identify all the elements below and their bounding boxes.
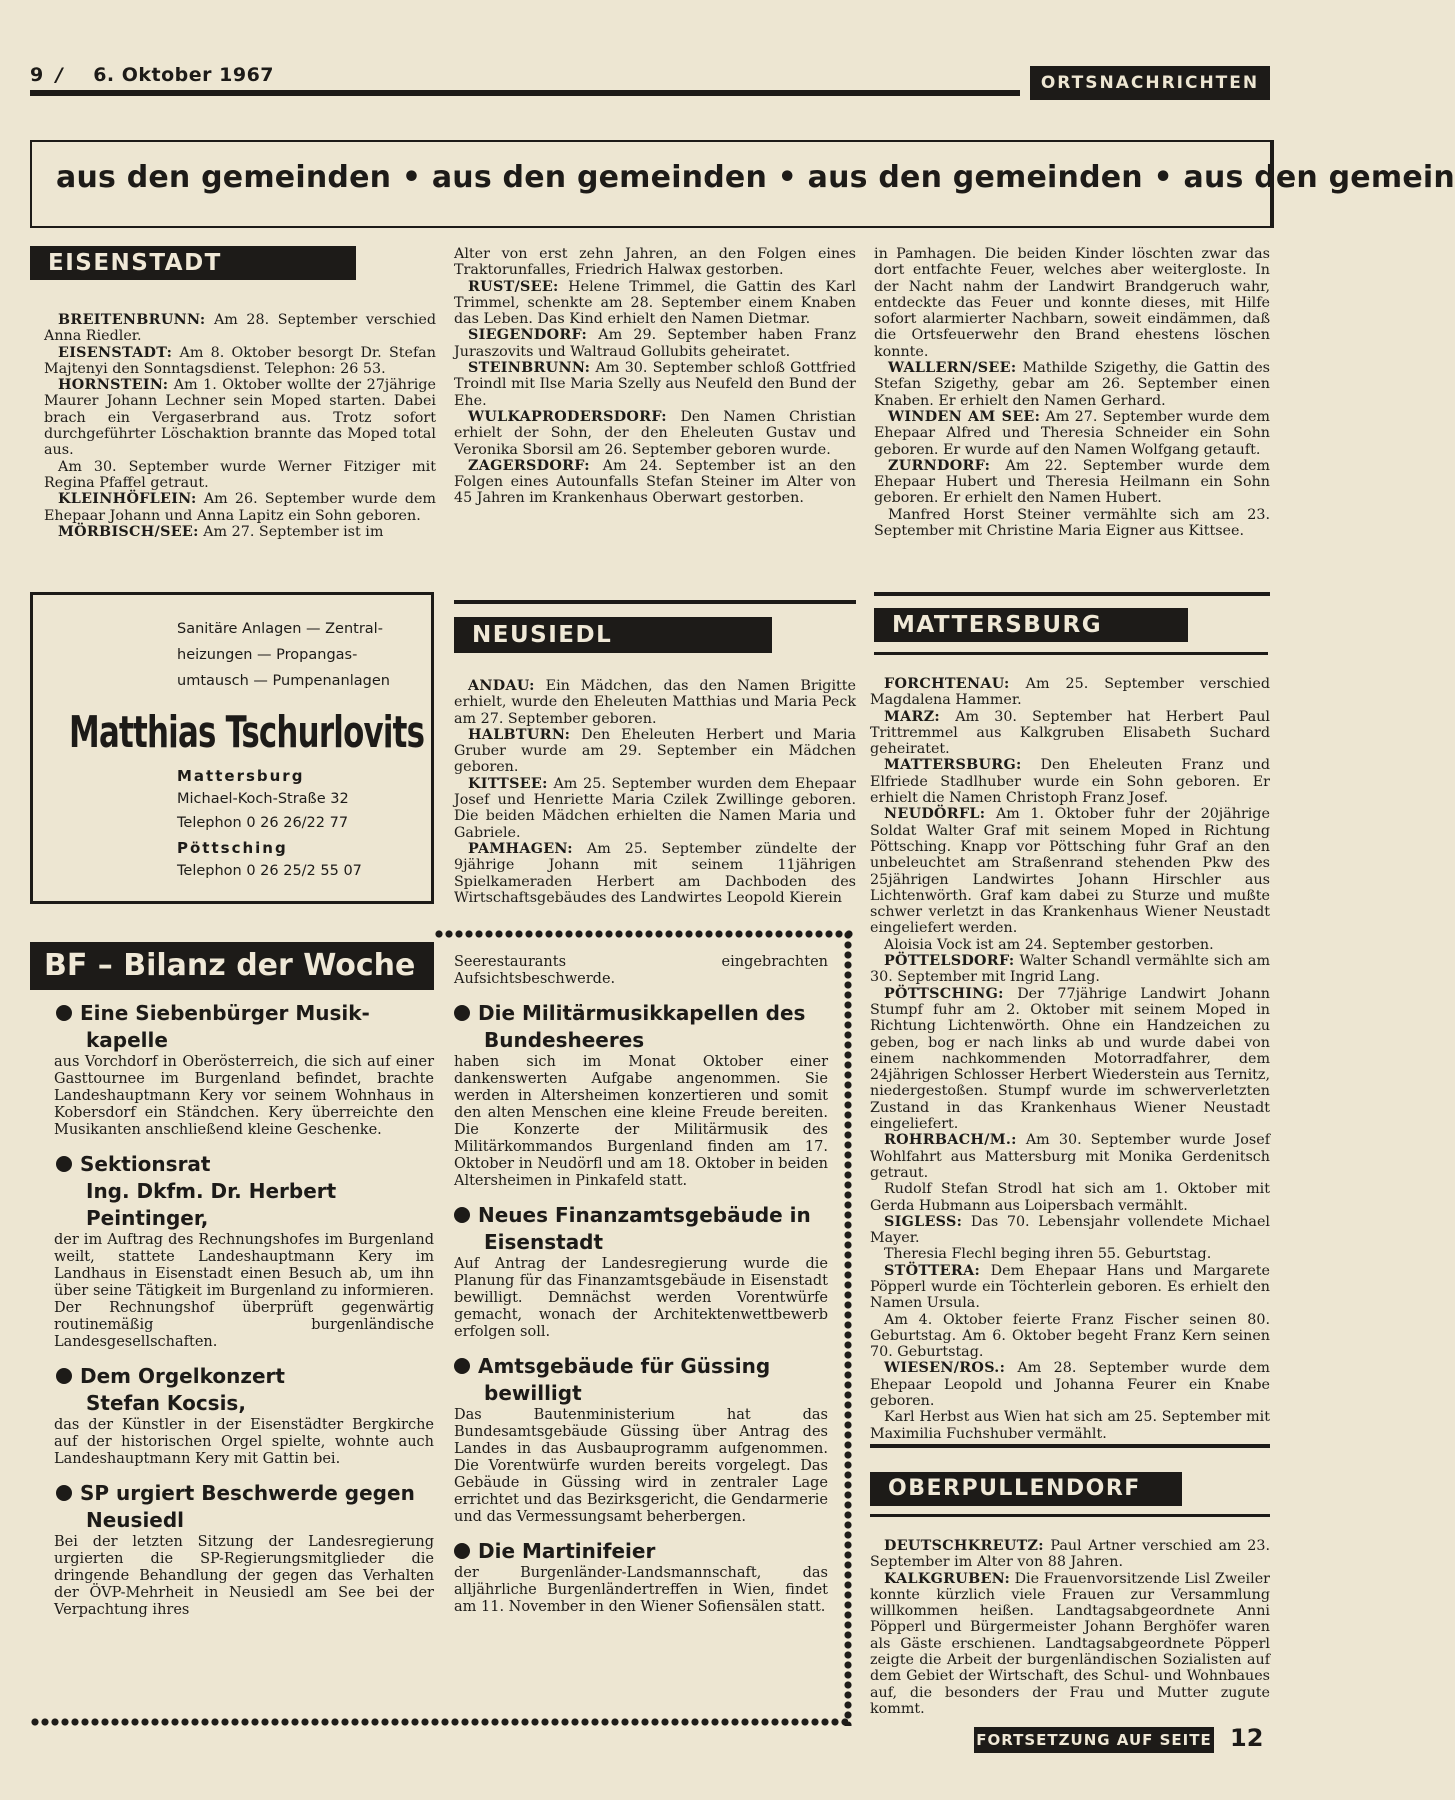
bf-heading-line: Sektionsrat <box>80 1152 211 1176</box>
news-item-place: STÖTTERA: <box>884 1262 981 1279</box>
news-item-place: DEUTSCHKREUTZ: <box>884 1538 1044 1554</box>
bf-item-text: das der Künstler in der Eisenstädter Bergkirche auf der historischen Orgel spielte, wohnte auch Landeshauptmann Kery mit Gattin bei. <box>54 1417 434 1467</box>
banner-text: aus den gemeinden • aus den gemeinden • aus den gemeinden • aus den gemein <box>56 160 1455 195</box>
bf-item-text: der Burgenländer-Landsmannschaft, das alljährliche Burgenländertreffen in Wien, findet am 11. November in den Wiener Sofiensälen statt. <box>454 1565 828 1615</box>
right-top-column <box>874 246 1270 539</box>
ad-line: Sanitäre Anlagen — Zentral- <box>177 621 383 637</box>
news-item-place: PÖTTSCHING: <box>884 985 1004 1002</box>
news-item <box>454 678 856 727</box>
bf-heading-line: Die Martinifeier <box>478 1539 656 1563</box>
section-heading-mattersburg: MATTERSBURG <box>874 608 1188 642</box>
news-item-place: BREITENBRUNN: <box>58 312 206 328</box>
page-header <box>30 64 274 86</box>
news-item <box>870 986 1270 1133</box>
news-item-text: Die Frauenvorsitzende Lisl Zweiler konnte kürzlich viele Frauen zur Versammlung willkommen heißen. Landtagsabgeordnete Anni Pöpperl und Bürgermeister Johann Berghöfer waren als Gäste erschienen. Landtagsabgeordnete Pöpperl zeigte die Arbeit der burgenländischen Sozialisten auf dem Gebiet der Wirtschaft, des Schul- und Wohnbaues auf, die besonders der Frau und Mutter zugute kommt. <box>870 1570 1270 1717</box>
dotted-border-bottom <box>30 1718 848 1726</box>
divider <box>870 1444 1270 1448</box>
news-item <box>870 1360 1270 1409</box>
eisenstadt-column <box>44 312 436 540</box>
bullet-icon <box>454 1543 470 1559</box>
bf-continued-text: Seerestaurants eingebrachten Aufsichtsbeschwerde. <box>454 954 828 987</box>
bf-right-column <box>454 954 828 1616</box>
news-item-place: PAMHAGEN: <box>468 840 573 857</box>
news-item-place: ZURNDORF: <box>888 457 991 474</box>
bf-heading-line: Eine Siebenbürger Musik- <box>80 1001 370 1025</box>
bf-title: BF – Bilanz der Woche <box>30 942 434 990</box>
news-item-place: HALBTURN: <box>468 726 571 743</box>
dotted-border-right <box>844 930 852 1726</box>
news-item <box>870 953 1270 986</box>
news-item-text: Karl Herbst aus Wien hat sich am 25. September mit Maximilia Fuchshuber vermählt. <box>870 1409 1270 1442</box>
news-item <box>870 1571 1270 1718</box>
news-item-text: Am 22. September wurde dem Ehepaar Hubert und Theresia Heilmann ein Sohn geboren. Er erhielt den Namen Hubert. <box>874 457 1270 507</box>
news-item-place: EISENSTADT: <box>58 344 173 361</box>
news-item-place: ANDAU: <box>468 678 535 694</box>
bf-heading-line: Peintinger, <box>86 1206 209 1230</box>
bf-item <box>56 1363 434 1468</box>
news-item-place: WIESEN/ROS.: <box>884 1360 1006 1377</box>
news-item-text: Am 25. September zündelte der 9jährige Johann mit seinem 11jährigen Spielkameraden Herbert am Dachboden des Wirtschaftsgebäudes des Landwirtes Leopold Kierein <box>454 840 856 906</box>
dotted-border-top <box>434 930 854 938</box>
bf-item <box>56 1480 434 1619</box>
news-item <box>454 327 856 360</box>
news-item-place: SIEGENDORF: <box>468 327 588 344</box>
continued-notice: FORTSETZUNG AUF SEITE <box>974 1727 1214 1753</box>
ad-company-name: Matthias Tschurlovits <box>69 707 425 758</box>
middle-column <box>454 246 856 507</box>
news-item-text: Ein Mädchen, das den Namen Brigitte erhielt, wurde den Eheleuten Matthias und Maria Peck am 27. September geboren. <box>454 678 856 727</box>
bullet-icon <box>56 1485 72 1501</box>
bf-item <box>56 1000 434 1139</box>
ad-phone: Telephon 0 26 26/22 77 <box>177 815 349 831</box>
news-item-place: MATTERSBURG: <box>884 757 1022 774</box>
ad-town: Mattersburg <box>177 767 305 785</box>
news-item-place: FORCHTENAU: <box>884 676 1010 692</box>
news-item <box>44 377 436 458</box>
bullet-icon <box>454 1005 470 1021</box>
bf-heading-line: Neues Finanzamtsgebäude in <box>478 1203 811 1227</box>
news-item-text: Den Eheleuten Franz und Elfriede Stadlhuber wurde ein Sohn geboren. Er erhielt die Namen Christoph Franz Josef. <box>870 757 1270 807</box>
news-item <box>870 1246 1270 1262</box>
news-item-place: ROHRBACH/M.: <box>884 1132 1017 1149</box>
news-item-place: MÖRBISCH/SEE: <box>58 523 199 540</box>
news-item-text: Am 30. September wurde Werner Fitziger mit Regina Pfaffel getraut. <box>44 458 436 491</box>
bf-item-text: haben sich im Monat Oktober einer dankenswerten Aufgabe angenommen. Sie werden in Altersheimen konzertieren und somit den alten Menschen eine kleine Freude bereiten. Die Konzerte der Militärmusik des Militärkommandos Burgenland finden am 17. Oktober in Neudörfl und am 18. Oktober in beiden Altersheimen in Pinkafeld statt. <box>454 1054 828 1189</box>
news-item-text: Paul Artner verschied am 23. September im Alter von 88 Jahren. <box>870 1538 1270 1571</box>
news-item <box>454 841 856 906</box>
news-item-text: Das 70. Lebensjahr vollendete Michael Mayer. <box>870 1213 1270 1247</box>
bullet-icon <box>454 1358 470 1374</box>
bf-heading-line: Bundesheeres <box>484 1028 645 1052</box>
bf-heading-line: Eisenstadt <box>484 1230 604 1254</box>
news-item-text: Am 25. September wurden dem Ehepaar Josef und Henriette Maria Czilek Zwillinge geboren. Die beiden Mädchen erhielten die Namen Maria und Gabriele. <box>454 775 856 841</box>
news-item-text: Am 28. September wurde dem Ehepaar Leopold und Johanna Feurer ein Knabe geboren. <box>870 1360 1270 1410</box>
news-item <box>454 776 856 841</box>
neusiedl-column <box>454 678 856 906</box>
news-item-text: Am 8. Oktober besorgt Dr. Stefan Majtenyi den Sonntagsdienst. Telephon: 26 53. <box>44 344 436 377</box>
news-item <box>874 246 1270 360</box>
news-item-place: MARZ: <box>884 708 941 725</box>
bf-item-heading <box>454 1538 828 1565</box>
bf-item-heading <box>56 1151 434 1178</box>
ad-line: heizungen — Propangas- <box>177 647 358 663</box>
bf-heading-line: Stefan Kocsis, <box>86 1391 246 1415</box>
bullet-icon <box>56 1156 72 1172</box>
divider <box>874 652 1268 655</box>
bf-item-text: aus Vorchdorf in Oberösterreich, die sich auf einer Gasttournee im Burgenland befindet, brachte Landeshauptmann Kery vor seinem Wohnhaus in Kobersdorf ein Ständchen. Kery überreichte den Musikanten anschließend kleine Geschenke. <box>54 1054 434 1138</box>
news-item <box>870 1263 1270 1312</box>
news-item-text: Aloisia Vock ist am 24. September gestorben. <box>884 936 1214 953</box>
bf-heading-line: bewilligt <box>484 1381 582 1405</box>
section-tag: ORTSNACHRICHTEN <box>1030 66 1270 100</box>
bf-heading-line: SP urgiert Beschwerde gegen <box>80 1481 415 1505</box>
bf-item-heading <box>454 1000 828 1027</box>
bullet-icon <box>56 1005 72 1021</box>
news-item <box>870 1538 1270 1571</box>
news-item-place: SIGLESS: <box>884 1213 963 1230</box>
section-heading-eisenstadt: EISENSTADT <box>30 246 356 280</box>
divider <box>454 600 856 604</box>
news-item-place: KLEINHÖFLEIN: <box>58 491 197 508</box>
news-item <box>870 1312 1270 1361</box>
news-item-text: Den Eheleuten Herbert und Maria Gruber wurde am 29. September ein Mädchen geboren. <box>454 726 856 776</box>
bf-heading-line: Ing. Dkfm. Dr. Herbert <box>86 1179 337 1203</box>
news-item-place: KITTSEE: <box>468 775 548 792</box>
news-item <box>44 491 436 524</box>
news-item-place: NEUDÖRFL: <box>884 806 986 823</box>
bf-heading-line: kapelle <box>86 1028 168 1052</box>
news-item-text: Am 29. September haben Franz Juraszovits und Waltraud Gollubits geheiratet. <box>454 327 856 360</box>
news-item <box>454 246 856 279</box>
news-item-text: Am 26. September wurde dem Ehepaar Johann und Anna Lapitz ein Sohn geboren. <box>44 491 436 524</box>
advertisement <box>30 592 434 904</box>
news-item <box>454 458 856 507</box>
news-item <box>874 409 1270 458</box>
news-item-place: PÖTTELSDORF: <box>884 953 1015 970</box>
news-item-text: Walter Schandl vermählte sich am 30. September mit Ingrid Lang. <box>870 953 1270 986</box>
header-slash: / <box>55 64 64 86</box>
banner <box>30 140 1455 228</box>
bf-heading-line: Dem Orgelkonzert <box>80 1364 285 1388</box>
news-item <box>870 709 1270 758</box>
bf-item-heading <box>56 1363 434 1390</box>
news-item <box>44 312 436 345</box>
news-item <box>870 937 1270 953</box>
news-item <box>870 676 1270 709</box>
news-item <box>454 409 856 458</box>
bf-item-text: Das Bautenministerium hat das Bundesamtsgebäude Güssing über Antrag des Landes in das Ausbauprogramm aufgenommen. Die Vorentwürfe wurden bereits vorgelegt. Das Gebäude in Güssing wird in zentraler Lage errichtet und das Bezirksgericht, die Gendarmerie und das Vermessungsamt beherbergen. <box>454 1407 828 1525</box>
bullet-icon <box>454 1207 470 1223</box>
bf-item-heading <box>454 1202 828 1229</box>
oberpullendorf-column <box>870 1538 1270 1717</box>
news-item-place: WINDEN AM SEE: <box>888 408 1041 425</box>
news-item-text: Am 4. Oktober feierte Franz Fischer seinen 80. Geburtstag. Am 6. Oktober begeht Franz Kern seinen 70. Geburtstag. <box>870 1311 1270 1361</box>
news-item <box>874 360 1270 409</box>
news-item <box>870 1409 1270 1442</box>
continued-page-number: 12 <box>1230 1724 1264 1752</box>
bf-item-heading <box>454 1353 828 1380</box>
news-item-place: ZAGERSDORF: <box>468 457 590 474</box>
bf-item <box>454 1000 828 1190</box>
news-item-place: WALLERN/SEE: <box>888 360 1017 377</box>
news-item-text: Am 1. Oktober fuhr der 20jährige Soldat Walter Graf mit seinem Moped in Richtung Pöttsching. Knapp vor Pöttsching fuhr Graf an den unbeleuchtet am Straßenrand stehenden Pkw des 25jährigen Landwirtes Johann Hirschler aus Lichtenwörth. Graf kam dabei zu Sturze und mußte schwer verletzt in das Krankenhaus Wiener Neustadt eingeliefert werden. <box>870 806 1270 937</box>
news-item <box>874 507 1270 540</box>
news-item-text: Helene Trimmel, die Gattin des Karl Trimmel, schenkte am 28. September einem Knaben das Leben. Das Kind erhielt den Namen Dietmar. <box>454 278 856 328</box>
news-item-place: STEINBRUNN: <box>468 360 591 377</box>
bf-item <box>454 1202 828 1341</box>
news-item <box>870 806 1270 936</box>
news-item-text: Mathilde Szigethy, die Gattin des Stefan Szigethy, gebar am 26. September einen Knaben. Er erhielt den Namen Gerhard. <box>874 360 1270 409</box>
bf-heading-line: Neusiedl <box>86 1508 185 1532</box>
news-item-text: Manfred Horst Steiner vermählte sich am 23. September mit Christine Maria Eigner aus Kittsee. <box>874 506 1270 540</box>
bf-item-heading <box>56 1480 434 1507</box>
ad-phone: Telephon 0 26 25/2 55 07 <box>177 863 362 879</box>
bf-item-heading <box>56 1000 434 1027</box>
news-item-text: Am 27. September wurde dem Ehepaar Alfred und Theresia Schneider ein Sohn geboren. Er wurde auf den Namen Wolfgang getauft. <box>874 408 1270 458</box>
bf-item <box>454 1353 828 1526</box>
news-item-text: Dem Ehepaar Hans und Margarete Pöpperl wurde ein Töchterlein geboren. Es erhielt den Namen Ursula. <box>870 1262 1270 1312</box>
news-item-text: Am 30. September schloß Gottfried Troindl mit Ilse Maria Szelly aus Neufeld den Bund der Ehe. <box>454 360 856 409</box>
news-item <box>44 345 436 378</box>
news-item-text: Theresia Flechl beging ihren 55. Geburtstag. <box>884 1246 1212 1263</box>
news-item <box>870 1181 1270 1214</box>
news-item-text: Am 24. September ist an den Folgen eines Autounfalls Stefan Steiner im Alter von 45 Jahren im Krankenhaus Oberwart gestorben. <box>454 457 856 507</box>
news-item <box>870 1214 1270 1247</box>
news-item <box>44 459 436 492</box>
ad-town: Pöttsching <box>177 839 288 857</box>
news-item <box>454 727 856 776</box>
news-item-text: Am 25. September verschied Magdalena Hammer. <box>870 676 1270 709</box>
header-rule <box>30 90 1020 96</box>
news-item-text: in Pamhagen. Die beiden Kinder löschten zwar das dort entfachte Feuer, welches aber weitergloste. In der Nacht nahm der Landwirt Brandgeruch wahr, entdeckte das Feuer und konnte dieses, mit Hilfe sofort alarmierter Nachbarn, soweit eindämmen, daß die Ortsfeuerwehr den Brand ehestens löschen konnte. <box>874 246 1270 360</box>
news-item <box>44 524 436 540</box>
news-item-text: Am 30. September wurde Josef Wohlfahrt aus Mattersburg mit Monika Gerdenitsch getraut. <box>870 1132 1270 1181</box>
news-item-place: RUST/SEE: <box>468 278 559 295</box>
divider <box>874 592 1270 596</box>
news-item-text: Am 27. September ist im <box>198 523 384 540</box>
news-item-text: Rudolf Stefan Strodl hat sich am 1. Oktober mit Gerda Hubmann aus Loipersbach vermählt. <box>870 1181 1270 1214</box>
page-number: 9 <box>30 64 44 86</box>
section-heading-neusiedl: NEUSIEDL <box>454 617 772 653</box>
bf-item <box>56 1151 434 1351</box>
news-item-text: Am 30. September hat Herbert Paul Trittremmel aus Kalkgruben Elisabeth Suchard geheiratet. <box>870 708 1270 758</box>
news-item-text: Alter von erst zehn Jahren, an den Folgen eines Traktorunfalles, Friedrich Halwax gestorben. <box>454 246 856 279</box>
news-item-text: Den Namen Christian erhielt der Sohn, der den Eheleuten Gustav und Veronika Sborsil am 26. September geboren wurde. <box>454 408 856 458</box>
bullet-icon <box>56 1368 72 1384</box>
section-heading-oberpullendorf: OBERPULLENDORF <box>870 1472 1182 1506</box>
bf-heading-line: Die Militärmusikkapellen des <box>478 1001 806 1025</box>
issue-date: 6. Oktober 1967 <box>93 64 275 86</box>
news-item <box>454 279 856 328</box>
news-item <box>874 458 1270 507</box>
news-item-place: HORNSTEIN: <box>58 377 169 394</box>
news-item-place: KALKGRUBEN: <box>884 1570 1011 1587</box>
news-item-text: Der 77jährige Landwirt Johann Stumpf fuhr am 2. Oktober mit seinem Moped in Richtung Lichtenwörth. Ohne ein Handzeichen zu geben, bog er nach links ab und wurde dabei von einem nachkommenden Motorradfahrer, dem 24jährigen Schlosser Herbert Wiederstein aus Ternitz, niedergestoßen. Stumpf wurde im schwerverletzten Zustand in das Krankenhaus Wiener Neustadt eingeliefert. <box>870 985 1270 1133</box>
news-item-text: Am 28. September verschied Anna Riedler. <box>44 312 436 345</box>
bf-item-text: der im Auftrag des Rechnungshofes im Burgenland weilt, stattete Landeshauptmann Kery im Landhaus in Eisenstadt einen Besuch ab, um ihn über seine Tätigkeit im Burgenland zu informieren. Der Rechnungshof überprüft gegenwärtig routinemäßig burgenländische Landesgesellschaften. <box>54 1232 434 1350</box>
news-item <box>870 1132 1270 1181</box>
ad-line: umtausch — Pumpenanlagen <box>177 673 390 689</box>
news-item-text: Am 1. Oktober wollte der 27jährige Maurer Johann Lechner sein Moped starten. Dabei brach ein Vergaserbrand aus. Trotz sofort durchgeführter Löschaktion brannte das Moped total aus. <box>44 377 436 459</box>
bf-left-column <box>56 1000 434 1631</box>
ad-street: Michael-Koch-Straße 32 <box>177 791 349 807</box>
news-item-place: WULKAPRODERSDORF: <box>468 408 667 425</box>
mattersburg-column <box>870 676 1270 1442</box>
bf-heading-line: Amtsgebäude für Güssing <box>478 1354 771 1378</box>
bf-item-text: Bei der letzten Sitzung der Landesregierung urgierten die SP-Regierungsmitglieder die dringende Behandlung der gegen das Verhalten der ÖVP-Mehrheit in Neusiedl am See bei der Verpachtung ihres <box>54 1534 434 1618</box>
bf-item-text: Auf Antrag der Landesregierung wurde die Planung für das Finanzamtsgebäude in Eisenstadt bewilligt. Demnächst werden Vorentwürfe gemacht, wonach der Architektenwettbewerb erfolgen soll. <box>454 1256 828 1340</box>
bf-item <box>454 1538 828 1616</box>
news-item <box>870 757 1270 806</box>
news-item <box>454 360 856 409</box>
divider <box>870 1514 1270 1517</box>
